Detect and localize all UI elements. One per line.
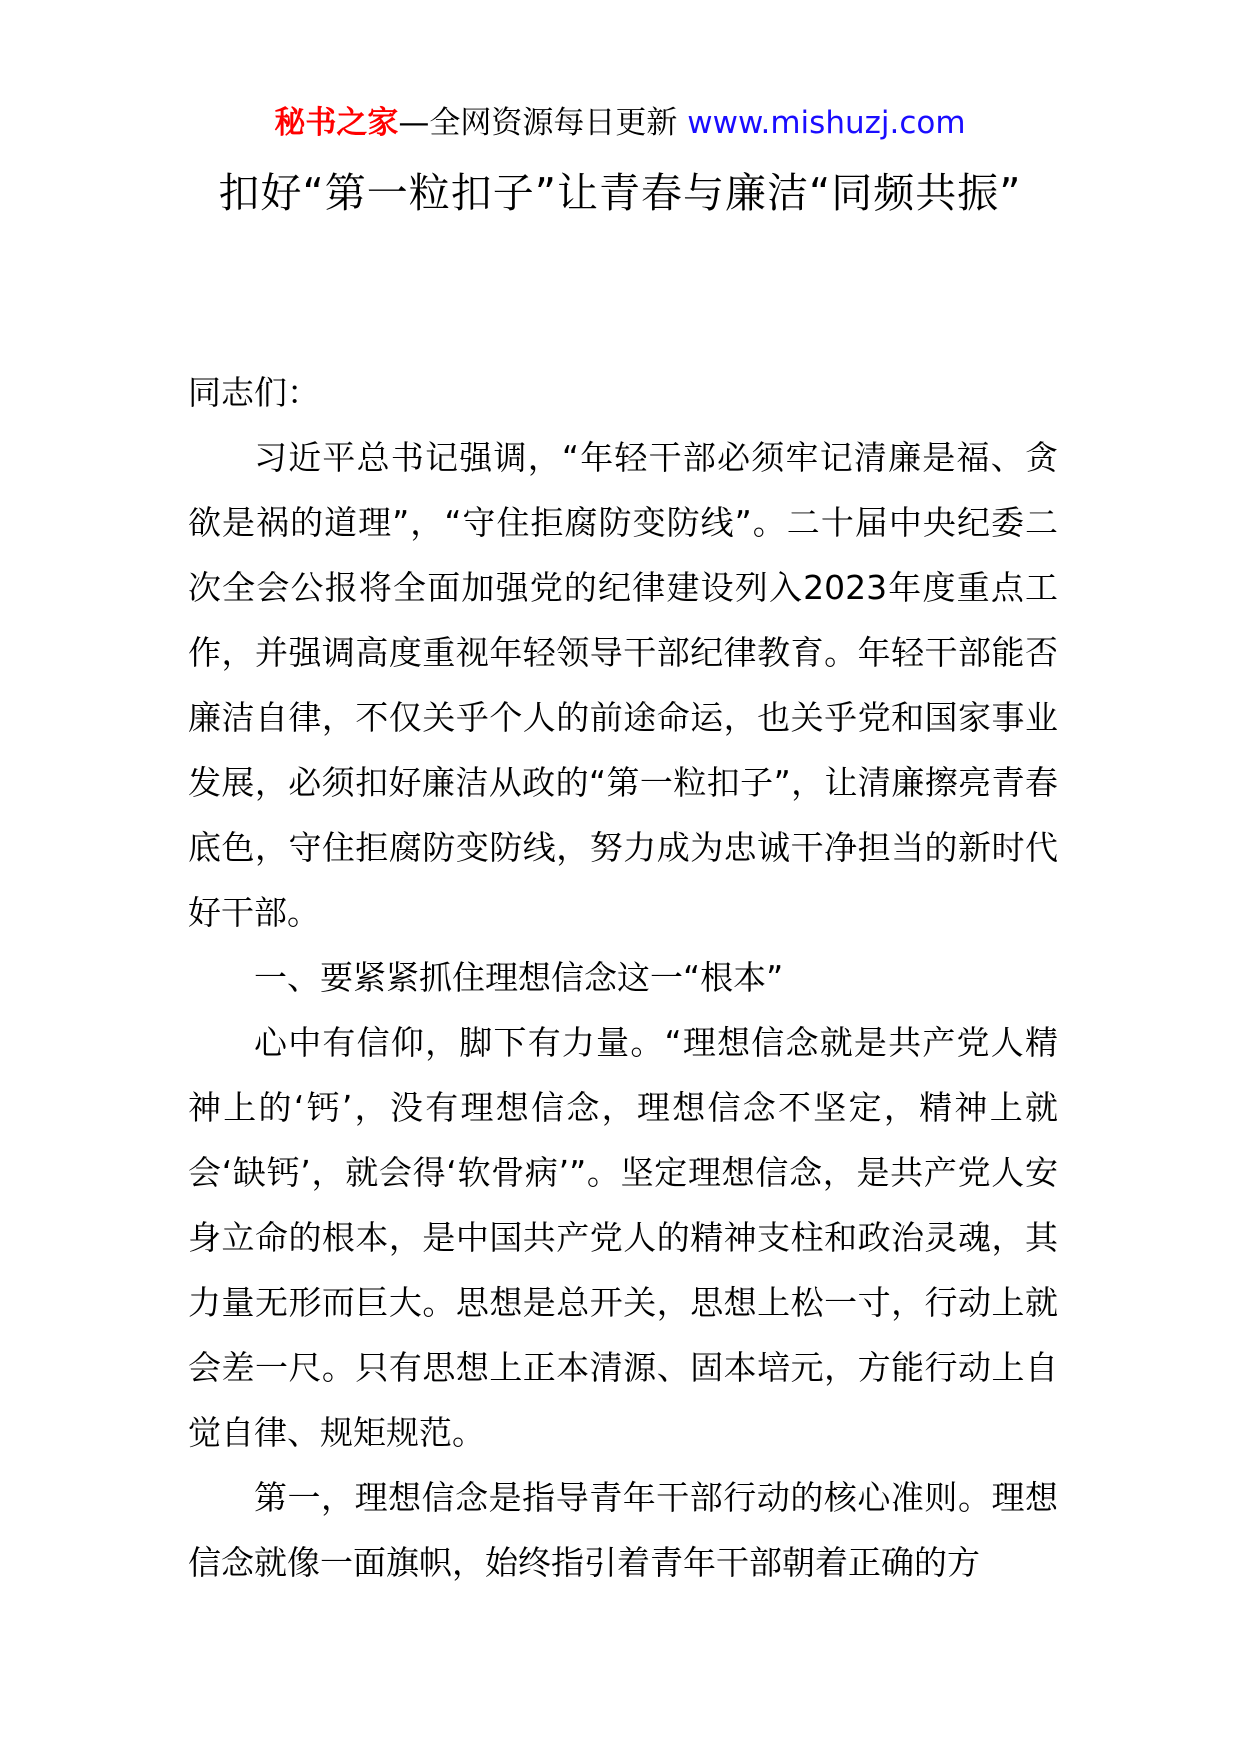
document-title: 扣好“第一粒扣子”让青春与廉洁“同频共振” — [218, 169, 1022, 217]
document-body — [188, 360, 1058, 1595]
site-tagline: —全网资源每日更新 — [398, 105, 688, 141]
body-paragraph: 第一，理想信念是指导青年干部行动的核心准则。理想信念就像一面旗帜，始终指引着青年干部朝着正确的方 — [188, 1478, 1058, 1582]
section-heading: 一、要紧紧抓住理想信念这一“根本” — [254, 958, 784, 997]
salutation: 同志们： — [188, 373, 320, 412]
site-header — [0, 100, 1240, 146]
body-paragraph: 习近平总书记强调，“年轻干部必须牢记清廉是福、贪欲是祸的道理”，“守住拒腐防变防线”。二十届中央纪委二次全会公报将全面加强党的纪律建设列入2023年度重点工作，并强调高度重视年轻领导干部纪律教育。年轻干部能否廉洁自律，不仅关乎个人的前途命运，也关乎党和国家事业发展，必须扣好廉洁从政的“第一粒扣子”，让清廉擦亮青春底色，守住拒腐防变防线，努力成为忠诚干净担当的新时代好干部。 — [188, 438, 1058, 932]
body-paragraph: 心中有信仰，脚下有力量。“理想信念就是共产党人精神上的‘钙’，没有理想信念，理想信念不坚定，精神上就会‘缺钙’，就会得‘软骨病’”。坚定理想信念，是共产党人安身立命的根本，是中国共产党人的精神支柱和政治灵魂，其力量无形而巨大。思想是总开关，思想上松一寸，行动上就会差一尺。只有思想上正本清源、固本培元，方能行动上自觉自律、规矩规范。 — [188, 1023, 1058, 1452]
site-brand: 秘书之家 — [274, 105, 399, 141]
site-url-link[interactable]: www.mishuzj.com — [687, 105, 966, 141]
